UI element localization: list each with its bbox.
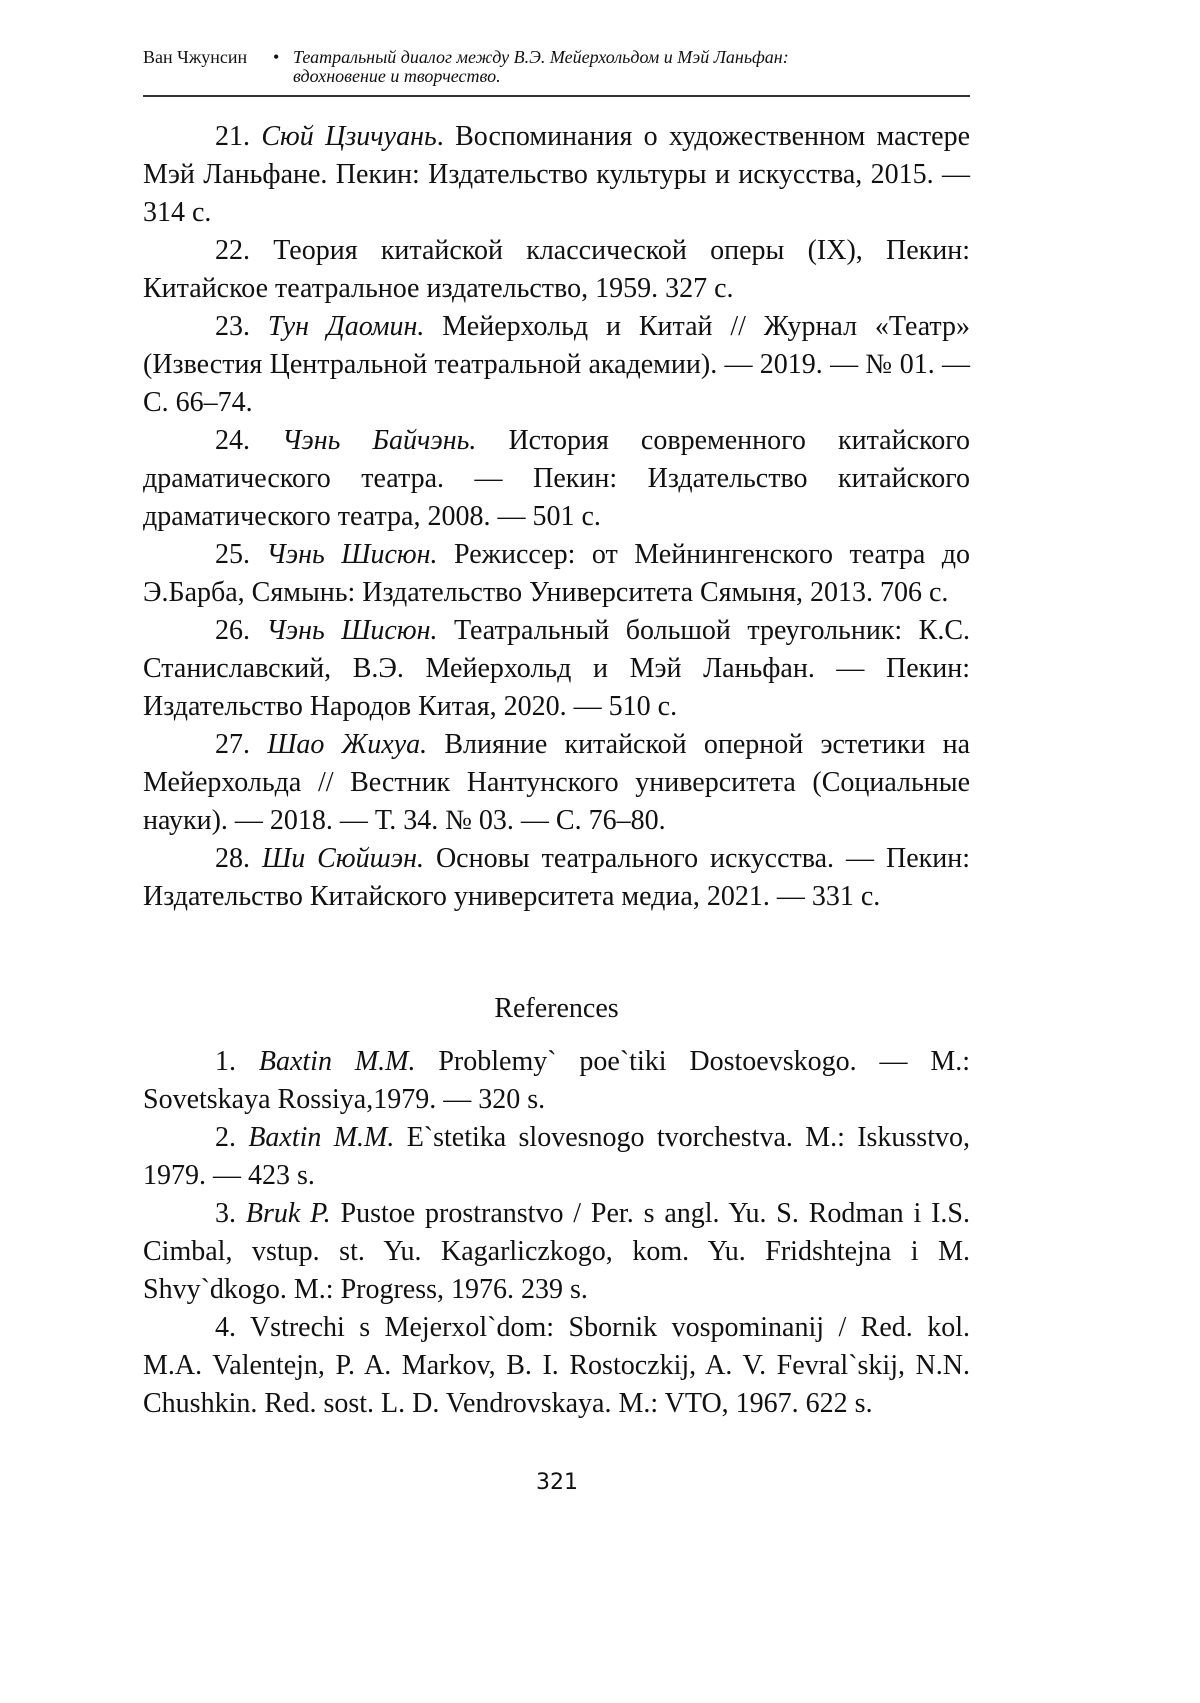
- entry-text: Влияние китайской оперной эстетики на Мейерхольда // Вестник Нантунского университета (Социальные науки). — 2018. — Т. 34. № 03. — С. 76–80.: [143, 729, 970, 836]
- entry-author: Чэнь Шисюн.: [266, 615, 437, 646]
- entry-text: Pustoe prostranstvo / Per. s angl. Yu. S. Rodman i I.S. Cimbal, vstup. st. Yu. Kagarliczkogo, kom. Yu. Fridshtejna i M. Shvy`dkogo. M.: Progress, 1976. 239 s.: [143, 1198, 970, 1305]
- entry-number: 21.: [215, 121, 261, 152]
- entry-author: Тун Даомин.: [268, 311, 425, 342]
- bibliography-entry: [143, 308, 970, 422]
- entry-author: Baxtin M.M.: [248, 1122, 394, 1153]
- entry-number: 27.: [215, 729, 267, 760]
- entry-number: 24.: [215, 425, 282, 456]
- entry-author: Шао Жихуа.: [267, 729, 427, 760]
- page-number: 321: [0, 1470, 1114, 1495]
- entry-number: 3.: [215, 1198, 246, 1229]
- entry-number: 22.: [215, 235, 273, 266]
- references-heading: References: [143, 990, 970, 1028]
- entry-author: Чэнь Шисюн.: [267, 539, 438, 570]
- bibliography-entry: [143, 612, 970, 726]
- entry-author: Сюй Цзичуань: [261, 121, 436, 152]
- entry-text: Problemy` poe`tiki Dostoevskogo. — M.: Sovetskaya Rossiya,1979. — 320 s.: [143, 1046, 970, 1115]
- header-title-line2: вдохновение и творчество.: [293, 66, 501, 86]
- entry-text: Режиссер: от Мейнингенского театра до Э.Барба, Сямынь: Издательство Университета Сямыня, 2013. 706 с.: [143, 539, 970, 608]
- bibliography-entry: [143, 726, 970, 840]
- entry-number: 1.: [215, 1046, 259, 1077]
- entry-author: Ши Сюйшэн.: [262, 843, 424, 874]
- header-title: [293, 48, 789, 86]
- bibliography-entry: [143, 1309, 970, 1423]
- entry-text: Мейерхольд и Китай // Журнал «Театр» (Известия Центральной театральной академии). — 2019. — № 01. — С. 66–74.: [143, 311, 970, 418]
- header-rule: [143, 95, 970, 97]
- entry-text: E`stetika slovesnogo tvorchestva. M.: Iskusstvo, 1979. — 423 s.: [143, 1122, 970, 1191]
- entry-number: 4.: [215, 1312, 250, 1343]
- header-title-line1: Театральный диалог между В.Э. Мейерхольдом и Мэй Ланьфан:: [293, 47, 789, 67]
- bibliography-entry: [143, 536, 970, 612]
- references-list: [143, 1043, 970, 1423]
- entry-author: Чэнь Байчэнь.: [282, 425, 476, 456]
- entry-text: История современного китайского драматического театра. — Пекин: Издательство китайского драматического театра, 2008. — 501 с.: [143, 425, 970, 532]
- entry-text: Vstrechi s Mejerxol`dom: Sbornik vospominanij / Red. kol. M.A. Valentejn, P. A. Markov, B. I. Rostoczkij, A. V. Fevral`skij, N.N. Chushkin. Red. sost. L. D. Vendrovskaya. M.: VTO, 1967. 622 s.: [143, 1312, 970, 1419]
- entry-author: Baxtin M.M.: [259, 1046, 416, 1077]
- bibliography-entry: [143, 1043, 970, 1119]
- bibliography-entry: [143, 118, 970, 232]
- bibliography-entry: [143, 1119, 970, 1195]
- entry-author: Bruk P.: [246, 1198, 331, 1229]
- bibliography-entry: [143, 422, 970, 536]
- header-author: Ван Чжунсин: [143, 48, 247, 67]
- entry-text: Теория китайской классической оперы (IX), Пекин: Китайское театральное издательство, 1959. 327 с.: [143, 235, 970, 304]
- header-separator: •: [273, 48, 279, 67]
- entry-text: . Воспоминания о художественном мастере Мэй Ланьфане. Пекин: Издательство культуры и искусства, 2015. — 314 с.: [143, 121, 970, 228]
- bibliography-entry: [143, 840, 970, 916]
- entry-number: 25.: [215, 539, 267, 570]
- entry-number: 23.: [215, 311, 268, 342]
- bibliography-entry: [143, 232, 970, 308]
- entry-text: Театральный большой треугольник: К.С. Станиславский, В.Э. Мейерхольд и Мэй Ланьфан. — Пекин: Издательство Народов Китая, 2020. — 510 с.: [143, 615, 970, 722]
- bibliography-entry: [143, 1195, 970, 1309]
- bibliography-list: [143, 118, 970, 916]
- entry-number: 28.: [215, 843, 262, 874]
- entry-text: Основы театрального искусства. — Пекин: Издательство Китайского университета медиа, 2021. — 331 с.: [143, 843, 970, 912]
- entry-number: 26.: [215, 615, 266, 646]
- entry-number: 2.: [215, 1122, 248, 1153]
